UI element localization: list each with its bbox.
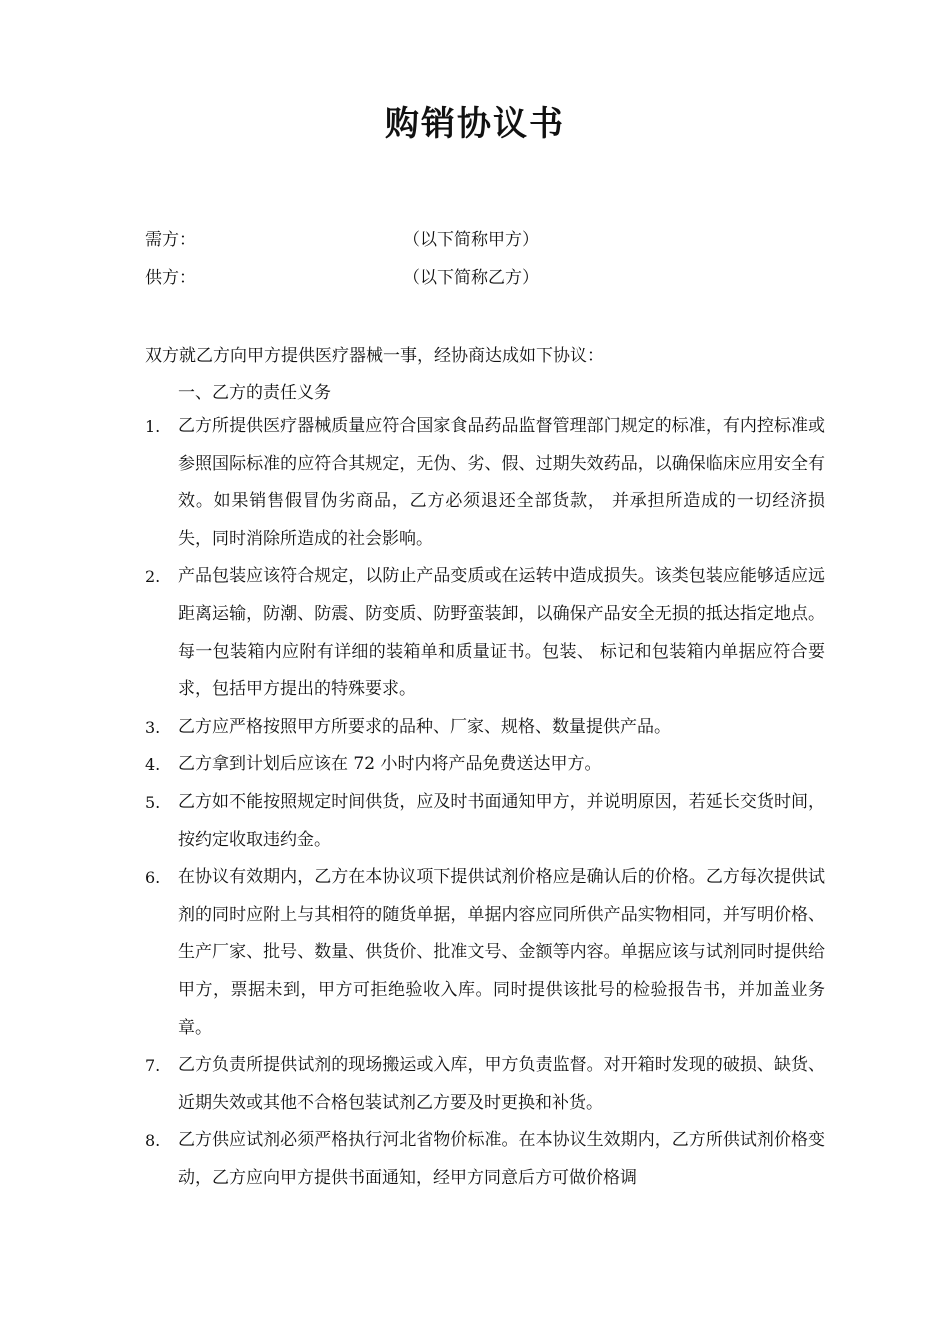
clause-item (145, 408, 825, 558)
clause-number: 3. (145, 717, 161, 737)
party-label: 供方： (145, 268, 196, 288)
clause-number: 2. (145, 567, 161, 587)
clause-number: 6. (145, 868, 161, 888)
party-label: 需方： (145, 230, 196, 250)
clause-item (145, 1122, 825, 1197)
clause-number: 8. (145, 1131, 161, 1151)
clause-number: 7. (145, 1056, 161, 1076)
clause-item (145, 746, 825, 784)
clause-text: 乙方负责所提供试剂的现场搬运或入库，甲方负责监督。对开箱时发现的破损、缺货、近期失效或其他不合格包装试剂乙方要及时更换和补货。 (178, 1055, 825, 1113)
party-demand (145, 228, 539, 252)
clause-number: 5. (145, 792, 161, 812)
clause-text: 乙方拿到计划后应该在 72 小时内将产品免费送达甲方。 (178, 754, 602, 775)
clause-item (145, 1047, 825, 1122)
clause-text: 乙方所提供医疗器械质量应符合国家食品药品监督管理部门规定的标准，有内控标准或参照国际标准的应符合其规定，无伪、劣、假、过期失效药品，以确保临床应用安全有效。如果销售假冒伪劣商品，乙方必须退还全部货款， 并承担所造成的一切经济损失，同时消除所造成的社会影响。 (178, 416, 825, 549)
clause-text: 产品包装应该符合规定，以防止产品变质或在运转中造成损失。该类包装应能够适应远距离运输，防潮、防震、防变质、防野蛮装卸，以确保产品安全无损的抵达指定地点。每一包装箱内应附有详细的装箱单和质量证书。包装、 标记和包装箱内单据应符合要求，包括甲方提出的特殊要求。 (178, 566, 825, 700)
clause-text: 乙方应严格按照甲方所要求的品种、厂家、规格、数量提供产品。 (178, 716, 671, 737)
clause-text: 在协议有效期内，乙方在本协议项下提供试剂价格应是确认后的价格。乙方每次提供试剂的同时应附上与其相符的随货单据，单据内容应同所供产品实物相同，并写明价格、生产厂家、批号、数量、供货价、批准文号、金额等内容。单据应该与试剂同时提供给甲方，票据未到，甲方可拒绝验收入库。同时提供该批号的检验报告书，并加盖业务章。 (178, 867, 825, 1038)
party-supply (145, 266, 539, 290)
clause-item (145, 784, 825, 859)
clause-list (145, 408, 825, 1197)
party-note: （以下简称甲方） (403, 230, 539, 250)
clause-number: 1. (145, 417, 161, 436)
party-note: （以下简称乙方） (403, 268, 539, 288)
clause-item (145, 709, 825, 747)
document-title: 购销协议书 (385, 104, 565, 144)
clause-text: 乙方供应试剂必须严格执行河北省物价标准。在本协议生效期内，乙方所供试剂价格变动，乙方应向甲方提供书面通知，经甲方同意后方可做价格调 (178, 1130, 825, 1188)
clause-text: 乙方如不能按照规定时间供货，应及时书面通知甲方，并说明原因，若延长交货时间，按约定收取违约金。 (178, 791, 825, 850)
intro-paragraph: 双方就乙方向甲方提供医疗器械一事，经协商达成如下协议： (145, 346, 604, 366)
clause-item (145, 558, 825, 708)
clause-number: 4. (145, 755, 161, 775)
clause-item (145, 859, 825, 1047)
section-heading: 一、乙方的责任义务 (178, 383, 331, 403)
